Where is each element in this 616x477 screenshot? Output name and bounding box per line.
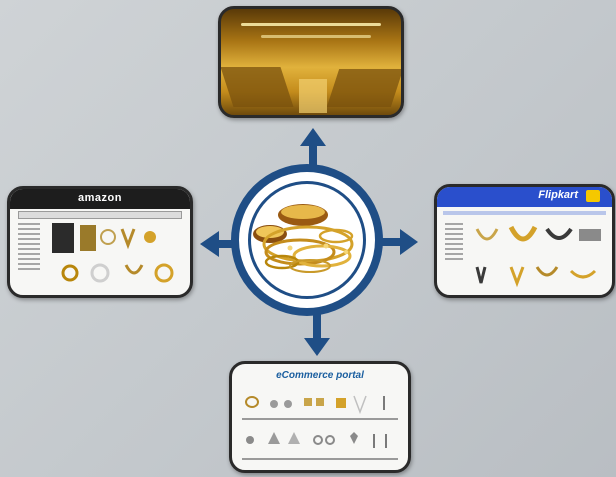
arrow-down-icon — [304, 312, 330, 356]
arrow-left-icon — [200, 231, 237, 257]
arrow-up-icon — [300, 128, 326, 168]
amazon-header: amazon — [10, 189, 190, 209]
flipkart-logo: Flipkart — [538, 189, 578, 201]
arrow-right-icon — [380, 229, 418, 255]
portal-title: eCommerce portal — [276, 370, 364, 381]
